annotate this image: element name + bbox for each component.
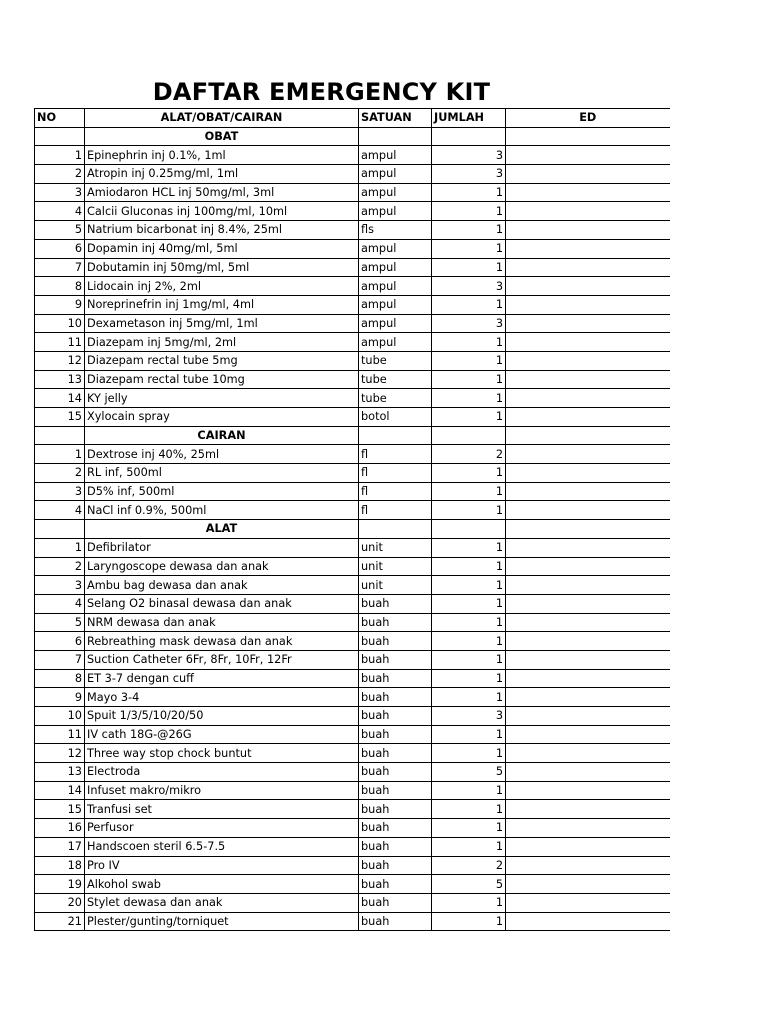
cell-item: Ambu bag dewasa dan anak [85,576,359,595]
cell-no: 16 [35,819,85,838]
cell-item: Spuit 1/3/5/10/20/50 [85,707,359,726]
cell-jumlah: 1 [432,183,506,202]
emergency-kit-table [34,108,670,931]
cell-no: 1 [35,445,85,464]
cell-jumlah: 1 [432,557,506,576]
cell-ed [506,295,670,314]
table-row [35,594,670,613]
cell-no: 19 [35,875,85,894]
cell-satuan: ampul [359,165,432,184]
cell-item: ET 3-7 dengan cuff [85,669,359,688]
cell-item: Noreprinefrin inj 1mg/ml, 4ml [85,295,359,314]
section-title: OBAT [85,127,359,146]
cell-satuan: ampul [359,333,432,352]
table-row [35,893,670,912]
cell-satuan: fl [359,464,432,483]
header-satuan: SATUAN [359,109,432,128]
cell-no: 15 [35,800,85,819]
cell-jumlah: 1 [432,893,506,912]
cell-jumlah: 1 [432,800,506,819]
cell-satuan: ampul [359,314,432,333]
cell-jumlah: 1 [432,258,506,277]
cell-no: 4 [35,594,85,613]
cell-jumlah: 2 [432,856,506,875]
cell-satuan: buah [359,725,432,744]
header-row [35,109,670,128]
cell-no: 5 [35,221,85,240]
table-row [35,538,670,557]
cell-ed [506,763,670,782]
cell-satuan: buah [359,669,432,688]
cell-satuan: fls [359,221,432,240]
cell-no: 11 [35,725,85,744]
cell-satuan: ampul [359,146,432,165]
cell-ed [506,314,670,333]
cell-item: RL inf, 500ml [85,464,359,483]
cell-satuan: botol [359,408,432,427]
cell-jumlah: 1 [432,202,506,221]
cell-jumlah: 3 [432,165,506,184]
cell-item: Laryngoscope dewasa dan anak [85,557,359,576]
cell-jumlah: 1 [432,239,506,258]
table-row [35,856,670,875]
cell-ed [506,146,670,165]
table-row [35,707,670,726]
cell-satuan: buah [359,763,432,782]
table-row [35,875,670,894]
cell-item: NRM dewasa dan anak [85,613,359,632]
cell-ed [506,258,670,277]
cell-ed [506,893,670,912]
cell-no: 12 [35,744,85,763]
cell-no: 6 [35,239,85,258]
cell-satuan: unit [359,557,432,576]
cell-jumlah: 1 [432,464,506,483]
cell-ed [506,800,670,819]
cell-no: 2 [35,557,85,576]
cell-jumlah: 3 [432,146,506,165]
cell-ed [506,165,670,184]
cell-no: 12 [35,351,85,370]
cell-ed [506,239,670,258]
cell-item: D5% inf, 500ml [85,482,359,501]
cell-satuan: buah [359,856,432,875]
cell-ed [506,501,670,520]
cell-jumlah: 1 [432,594,506,613]
cell-satuan: tube [359,389,432,408]
cell-no: 7 [35,258,85,277]
cell-ed [506,221,670,240]
cell-ed [506,576,670,595]
cell-no: 15 [35,408,85,427]
header-ed: ED [506,109,670,128]
table-row [35,464,670,483]
cell-no: 2 [35,464,85,483]
cell-satuan: buah [359,781,432,800]
cell-ed [506,875,670,894]
cell-item: Pro IV [85,856,359,875]
cell-jumlah: 1 [432,221,506,240]
cell-item: Three way stop chock buntut [85,744,359,763]
cell-ed [506,819,670,838]
table-row [35,202,670,221]
section-cell-empty [432,127,506,146]
cell-jumlah: 5 [432,875,506,894]
cell-satuan: ampul [359,277,432,296]
cell-no: 18 [35,856,85,875]
cell-no: 9 [35,295,85,314]
cell-satuan: buah [359,875,432,894]
cell-item: Suction Catheter 6Fr, 8Fr, 10Fr, 12Fr [85,650,359,669]
cell-ed [506,912,670,931]
cell-item: Xylocain spray [85,408,359,427]
table-row [35,333,670,352]
section-cell-empty [359,426,432,445]
cell-item: Calcii Gluconas inj 100mg/ml, 10ml [85,202,359,221]
cell-satuan: tube [359,370,432,389]
cell-item: Dexametason inj 5mg/ml, 1ml [85,314,359,333]
cell-item: IV cath 18G-@26G [85,725,359,744]
cell-satuan: buah [359,837,432,856]
cell-ed [506,632,670,651]
cell-jumlah: 1 [432,632,506,651]
table-row [35,819,670,838]
cell-item: Tranfusi set [85,800,359,819]
cell-jumlah: 1 [432,688,506,707]
section-title: CAIRAN [85,426,359,445]
table-row [35,912,670,931]
cell-no: 13 [35,763,85,782]
table-row [35,650,670,669]
table-row [35,800,670,819]
cell-ed [506,333,670,352]
cell-satuan: buah [359,688,432,707]
cell-no: 14 [35,781,85,800]
cell-ed [506,688,670,707]
cell-satuan: buah [359,912,432,931]
cell-no: 5 [35,613,85,632]
cell-satuan: unit [359,538,432,557]
table-body [35,127,670,931]
cell-item: Mayo 3-4 [85,688,359,707]
section-row-cairan [35,426,670,445]
cell-jumlah: 1 [432,576,506,595]
section-cell-empty [432,426,506,445]
cell-satuan: buah [359,893,432,912]
table-row [35,482,670,501]
cell-no: 3 [35,183,85,202]
header-jumlah: JUMLAH [432,109,506,128]
cell-item: Diazepam inj 5mg/ml, 2ml [85,333,359,352]
table-row [35,146,670,165]
cell-ed [506,351,670,370]
table-row [35,239,670,258]
table-row [35,314,670,333]
cell-ed [506,408,670,427]
cell-satuan: ampul [359,295,432,314]
section-cell-empty [506,520,670,539]
cell-no: 6 [35,632,85,651]
cell-item: Rebreathing mask dewasa dan anak [85,632,359,651]
section-cell-empty [359,127,432,146]
table-row [35,837,670,856]
section-cell-empty [359,520,432,539]
table-row [35,258,670,277]
cell-ed [506,389,670,408]
cell-jumlah: 3 [432,314,506,333]
table-row [35,557,670,576]
cell-ed [506,725,670,744]
cell-jumlah: 1 [432,351,506,370]
cell-jumlah: 1 [432,501,506,520]
cell-no: 20 [35,893,85,912]
cell-item: Defibrilator [85,538,359,557]
cell-satuan: fl [359,501,432,520]
cell-satuan: buah [359,819,432,838]
cell-satuan: buah [359,594,432,613]
cell-item: Handscoen steril 6.5-7.5 [85,837,359,856]
cell-satuan: buah [359,650,432,669]
cell-item: Dobutamin inj 50mg/ml, 5ml [85,258,359,277]
cell-no: 10 [35,314,85,333]
cell-jumlah: 1 [432,370,506,389]
cell-no: 8 [35,669,85,688]
cell-item: Electroda [85,763,359,782]
table-row [35,669,670,688]
table-row [35,781,670,800]
cell-no: 4 [35,202,85,221]
cell-satuan: buah [359,613,432,632]
cell-item: Selang O2 binasal dewasa dan anak [85,594,359,613]
cell-item: KY jelly [85,389,359,408]
table-row [35,445,670,464]
cell-jumlah: 1 [432,725,506,744]
cell-jumlah: 5 [432,763,506,782]
cell-ed [506,538,670,557]
cell-no: 14 [35,389,85,408]
table-row [35,632,670,651]
cell-satuan: buah [359,800,432,819]
cell-ed [506,669,670,688]
cell-satuan: buah [359,707,432,726]
cell-jumlah: 1 [432,819,506,838]
cell-item: Dopamin inj 40mg/ml, 5ml [85,239,359,258]
cell-ed [506,277,670,296]
cell-item: Atropin inj 0.25mg/ml, 1ml [85,165,359,184]
cell-no: 13 [35,370,85,389]
cell-item: Lidocain inj 2%, 2ml [85,277,359,296]
cell-item: Diazepam rectal tube 10mg [85,370,359,389]
section-title: ALAT [85,520,359,539]
cell-ed [506,183,670,202]
table-row [35,370,670,389]
cell-satuan: buah [359,744,432,763]
cell-ed [506,557,670,576]
cell-ed [506,445,670,464]
cell-satuan: buah [359,632,432,651]
cell-jumlah: 1 [432,482,506,501]
table-row [35,408,670,427]
cell-no: 9 [35,688,85,707]
cell-no: 17 [35,837,85,856]
section-cell-empty [506,426,670,445]
table-row [35,389,670,408]
cell-jumlah: 1 [432,837,506,856]
cell-ed [506,744,670,763]
section-cell-empty [35,127,85,146]
cell-ed [506,594,670,613]
table-row [35,295,670,314]
cell-jumlah: 1 [432,389,506,408]
cell-jumlah: 1 [432,669,506,688]
cell-item: Perfusor [85,819,359,838]
cell-ed [506,781,670,800]
header-item: ALAT/OBAT/CAIRAN [85,109,359,128]
cell-jumlah: 2 [432,445,506,464]
table-row [35,221,670,240]
cell-jumlah: 1 [432,613,506,632]
header-no: NO [35,109,85,128]
table-row [35,725,670,744]
section-cell-empty [35,520,85,539]
table-row [35,351,670,370]
cell-no: 11 [35,333,85,352]
cell-satuan: ampul [359,239,432,258]
cell-jumlah: 1 [432,538,506,557]
cell-item: Plester/gunting/torniquet [85,912,359,931]
cell-jumlah: 1 [432,650,506,669]
table-row [35,613,670,632]
section-row-obat [35,127,670,146]
cell-no: 10 [35,707,85,726]
table-row [35,688,670,707]
cell-ed [506,613,670,632]
cell-satuan: ampul [359,183,432,202]
cell-item: Dextrose inj 40%, 25ml [85,445,359,464]
cell-item: NaCl inf 0.9%, 500ml [85,501,359,520]
cell-item: Epinephrin inj 0.1%, 1ml [85,146,359,165]
cell-no: 4 [35,501,85,520]
cell-no: 1 [35,146,85,165]
cell-satuan: tube [359,351,432,370]
cell-no: 3 [35,482,85,501]
cell-ed [506,482,670,501]
table-row [35,183,670,202]
cell-ed [506,707,670,726]
cell-ed [506,837,670,856]
cell-satuan: ampul [359,202,432,221]
cell-no: 2 [35,165,85,184]
cell-jumlah: 1 [432,295,506,314]
table-row [35,165,670,184]
cell-jumlah: 1 [432,912,506,931]
cell-satuan: ampul [359,258,432,277]
cell-item: Diazepam rectal tube 5mg [85,351,359,370]
cell-item: Stylet dewasa dan anak [85,893,359,912]
cell-item: Infuset makro/mikro [85,781,359,800]
cell-ed [506,650,670,669]
cell-jumlah: 1 [432,408,506,427]
table-row [35,576,670,595]
cell-item: Amiodaron HCL inj 50mg/ml, 3ml [85,183,359,202]
cell-no: 7 [35,650,85,669]
cell-jumlah: 3 [432,277,506,296]
page-title: DAFTAR EMERGENCY KIT [152,78,491,106]
cell-jumlah: 1 [432,333,506,352]
cell-ed [506,370,670,389]
cell-no: 8 [35,277,85,296]
section-row-alat [35,520,670,539]
section-cell-empty [35,426,85,445]
table-row [35,763,670,782]
cell-satuan: fl [359,445,432,464]
cell-no: 21 [35,912,85,931]
cell-no: 3 [35,576,85,595]
cell-satuan: fl [359,482,432,501]
cell-ed [506,202,670,221]
cell-jumlah: 1 [432,744,506,763]
cell-no: 1 [35,538,85,557]
cell-ed [506,464,670,483]
cell-jumlah: 3 [432,707,506,726]
table-row [35,277,670,296]
cell-satuan: unit [359,576,432,595]
section-cell-empty [432,520,506,539]
cell-jumlah: 1 [432,781,506,800]
cell-item: Natrium bicarbonat inj 8.4%, 25ml [85,221,359,240]
table-row [35,501,670,520]
table-row [35,744,670,763]
cell-item: Alkohol swab [85,875,359,894]
section-cell-empty [506,127,670,146]
cell-ed [506,856,670,875]
